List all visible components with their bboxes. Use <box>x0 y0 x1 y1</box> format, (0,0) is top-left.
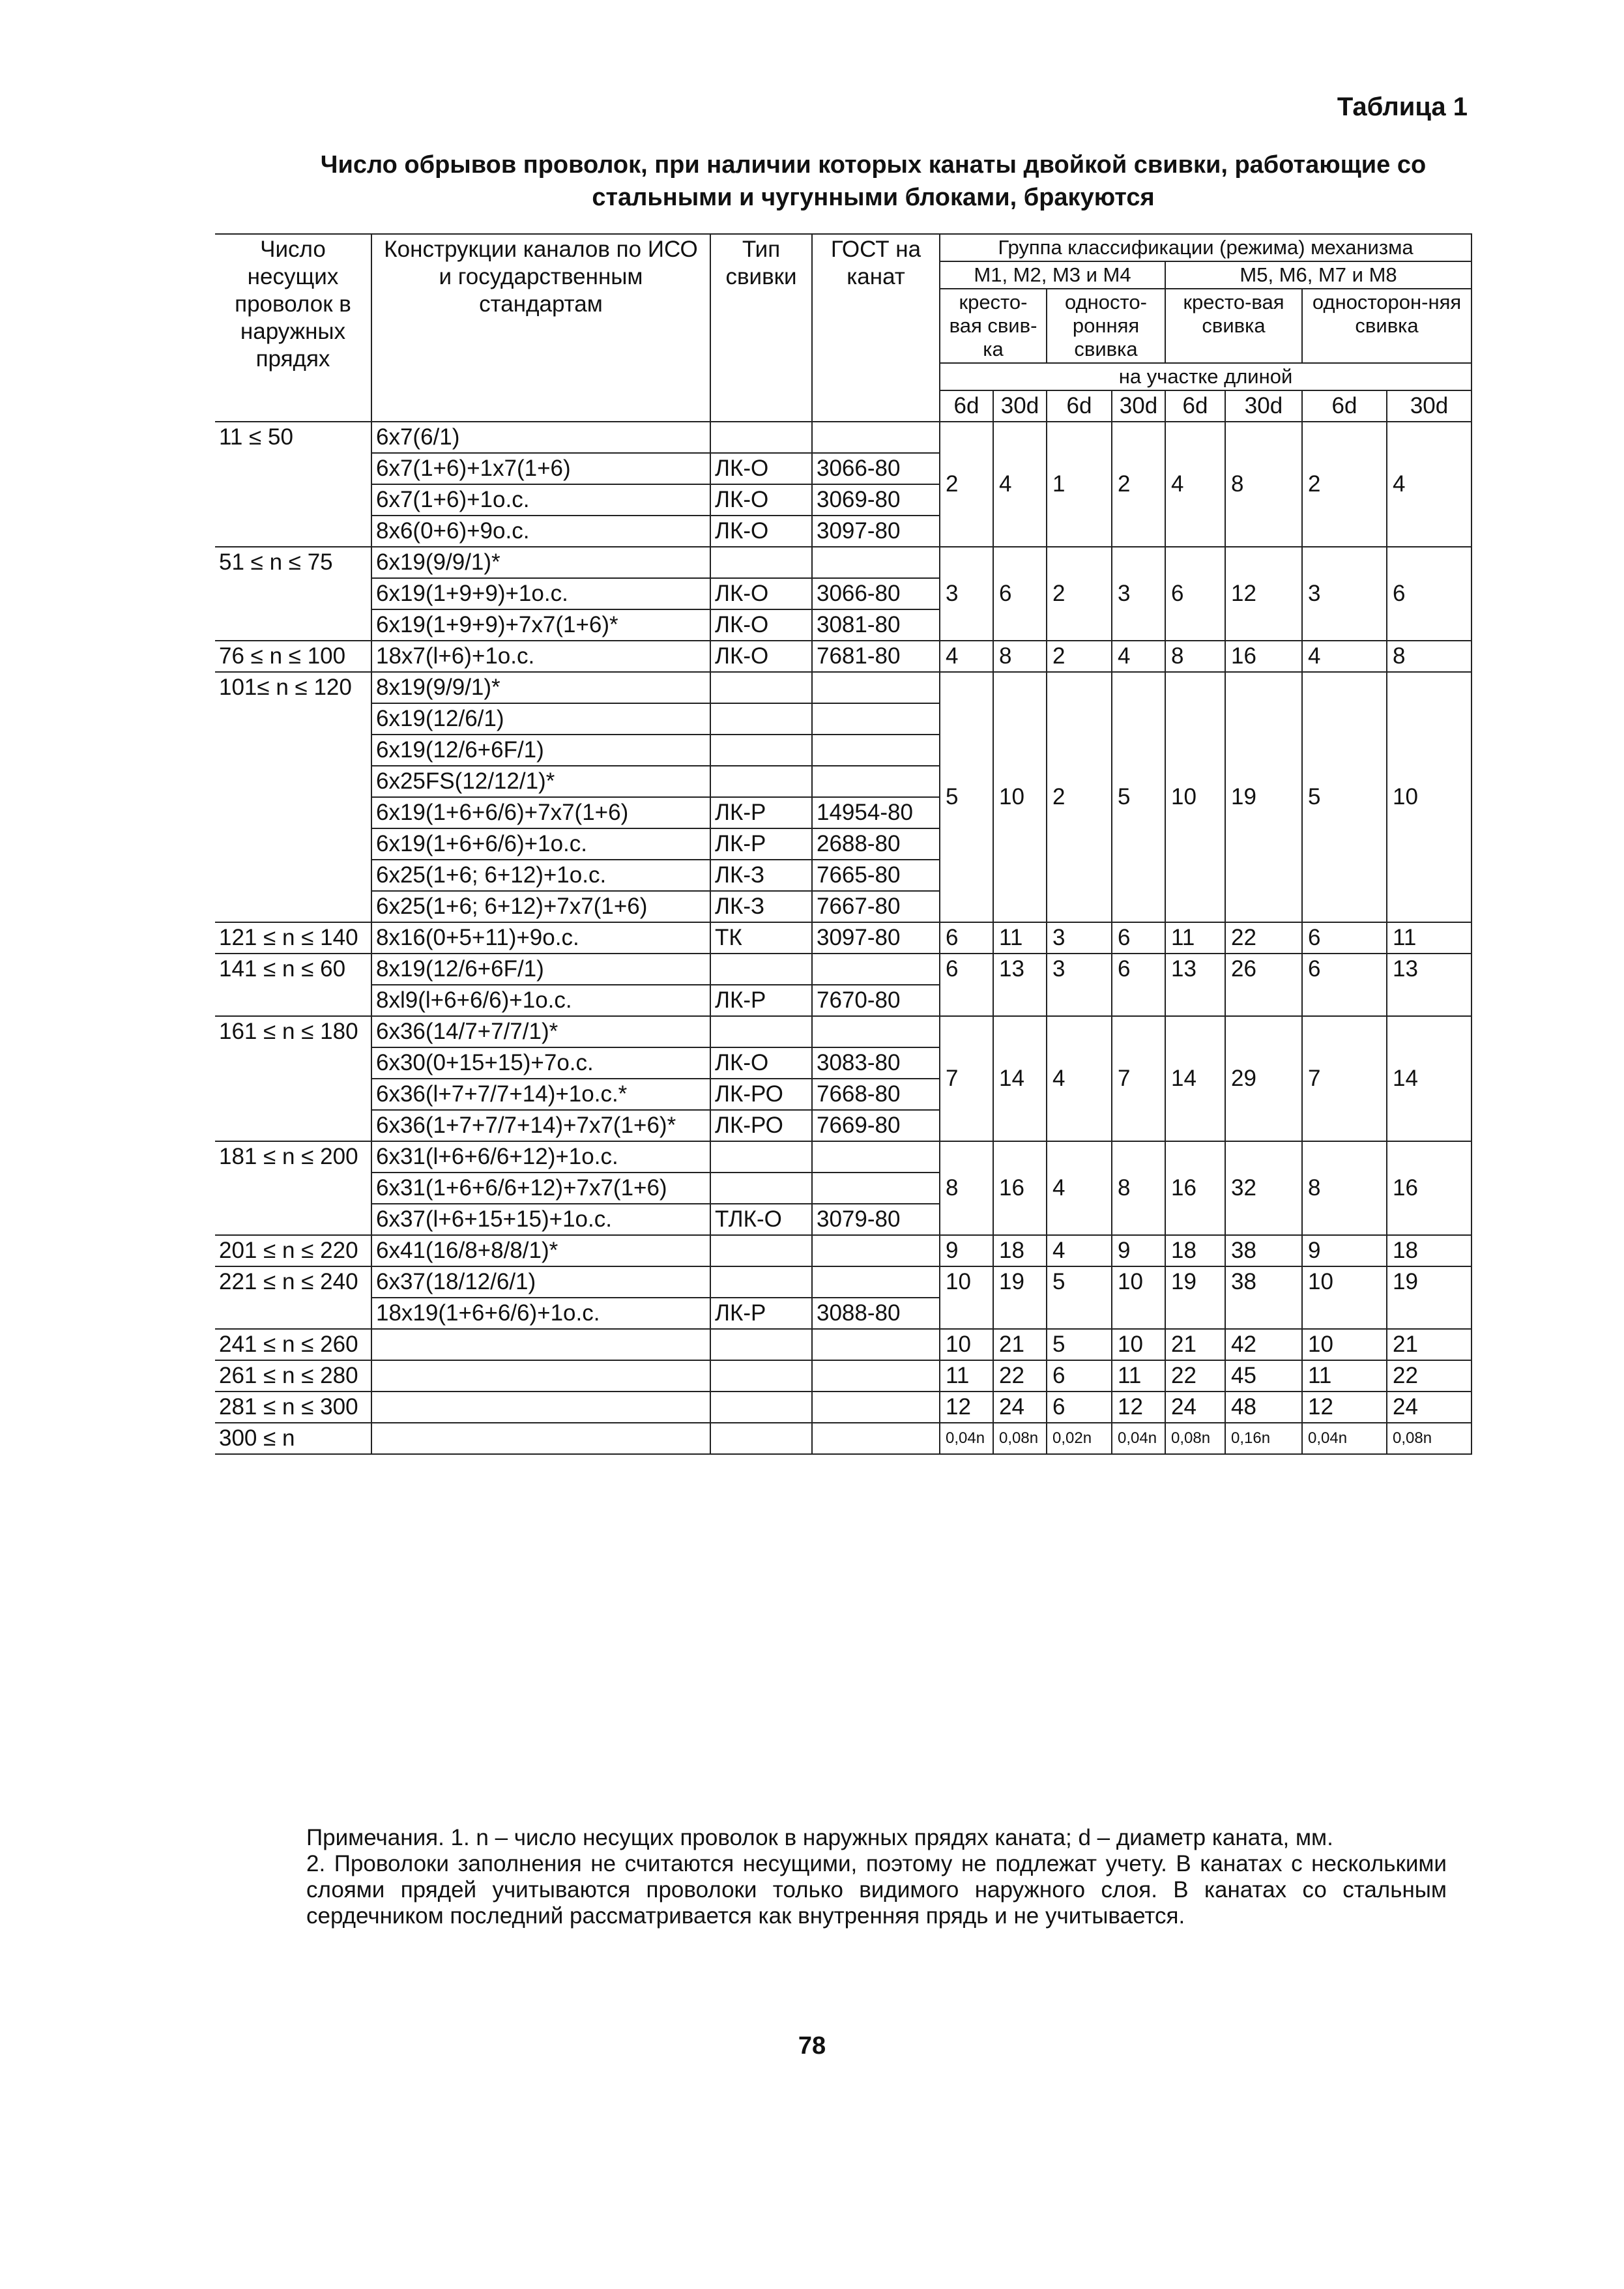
break-count-cell: 16 <box>993 1141 1047 1235</box>
break-count-cell: 0,08n <box>1165 1423 1225 1454</box>
break-count-cell: 8 <box>1225 422 1302 547</box>
construction-cell: 6x41(16/8+8/8/1)* <box>371 1235 710 1266</box>
header-length-0: 6d <box>940 390 993 422</box>
gost-cell <box>812 1423 940 1454</box>
break-count-cell: 8 <box>940 1141 993 1235</box>
break-count-cell: 4 <box>1165 422 1225 547</box>
gost-cell: 14954-80 <box>812 797 940 828</box>
type-cell: ЛК-О <box>710 453 812 484</box>
construction-cell: 6x31(l+6+6/6+12)+1о.с. <box>371 1141 710 1173</box>
construction-cell: 8x19(12/6+6F/1) <box>371 954 710 985</box>
break-count-cell: 21 <box>1165 1329 1225 1360</box>
break-count-cell: 3 <box>940 547 993 641</box>
break-count-cell: 22 <box>993 1360 1047 1392</box>
table-row <box>215 422 1472 453</box>
construction-cell: 6x36(14/7+7/7/1)* <box>371 1016 710 1047</box>
break-count-cell: 6 <box>1302 954 1387 1016</box>
wire-count-cell: 281 ≤ n ≤ 300 <box>215 1392 371 1423</box>
break-count-cell: 21 <box>993 1329 1047 1360</box>
break-count-cell: 9 <box>1112 1235 1165 1266</box>
break-count-cell: 3 <box>1047 954 1112 1016</box>
gost-cell <box>812 766 940 797</box>
break-count-cell: 11 <box>1302 1360 1387 1392</box>
gost-cell <box>812 672 940 703</box>
break-count-cell: 0,08n <box>1387 1423 1472 1454</box>
break-count-cell: 18 <box>993 1235 1047 1266</box>
construction-cell: 8x6(0+6)+9о.с. <box>371 516 710 547</box>
gost-cell: 3081-80 <box>812 609 940 641</box>
type-cell: ТЛК-О <box>710 1204 812 1235</box>
break-count-cell: 8 <box>1302 1141 1387 1235</box>
construction-cell: 6x25FS(12/12/1)* <box>371 766 710 797</box>
type-cell <box>710 1173 812 1204</box>
table-row <box>215 1016 1472 1047</box>
gost-cell: 3097-80 <box>812 516 940 547</box>
break-count-cell: 7 <box>940 1016 993 1141</box>
break-count-cell: 6 <box>1387 547 1472 641</box>
break-count-cell: 6 <box>993 547 1047 641</box>
table-row <box>215 1266 1472 1298</box>
break-count-cell: 18 <box>1387 1235 1472 1266</box>
break-count-cell: 22 <box>1165 1360 1225 1392</box>
header-m5-m8: М5, М6, М7 и М8 <box>1165 261 1472 289</box>
type-cell <box>710 703 812 735</box>
break-count-cell: 4 <box>1047 1235 1112 1266</box>
break-count-cell: 12 <box>940 1392 993 1423</box>
gost-cell: 7669-80 <box>812 1110 940 1141</box>
wire-count-cell: 300 ≤ n <box>215 1423 371 1454</box>
construction-cell <box>371 1423 710 1454</box>
break-count-cell: 16 <box>1165 1141 1225 1235</box>
type-cell <box>710 1392 812 1423</box>
note-2: 2. Проволоки заполнения не считаются несущими, поэтому не подлежат учету. В канатах с несколькими слоями прядей учитываются проволоки только видимого наружного слоя. В канатах со стальным сердечником последний рассматривается как внутренняя прядь и не учитывается. <box>306 1851 1447 1929</box>
construction-cell: 8xl9(l+6+6/6)+1о.с. <box>371 985 710 1016</box>
break-count-cell: 14 <box>1387 1016 1472 1141</box>
type-cell: ЛК-З <box>710 891 812 922</box>
break-count-cell: 11 <box>1112 1360 1165 1392</box>
type-cell: ЛК-Р <box>710 797 812 828</box>
break-count-cell: 32 <box>1225 1141 1302 1235</box>
break-count-cell: 26 <box>1225 954 1302 1016</box>
header-cross-lay: кресто-вая свив-ка <box>940 289 1047 363</box>
table-row <box>215 672 1472 703</box>
break-count-cell: 0,16n <box>1225 1423 1302 1454</box>
break-count-cell: 4 <box>1047 1141 1112 1235</box>
gost-cell <box>812 735 940 766</box>
break-count-cell: 6 <box>940 954 993 1016</box>
type-cell <box>710 1360 812 1392</box>
break-count-cell: 6 <box>1302 922 1387 954</box>
break-count-cell: 16 <box>1225 641 1302 672</box>
break-count-cell: 2 <box>940 422 993 547</box>
type-cell <box>710 1423 812 1454</box>
break-count-cell: 0,08n <box>993 1423 1047 1454</box>
gost-cell <box>812 1266 940 1298</box>
break-count-cell: 22 <box>1387 1360 1472 1392</box>
gost-cell: 7665-80 <box>812 860 940 891</box>
construction-cell: 6x7(1+6)+1x7(1+6) <box>371 453 710 484</box>
header-length-5: 30d <box>1225 390 1302 422</box>
wire-count-cell: 11 ≤ 50 <box>215 422 371 547</box>
construction-cell: 6x36(1+7+7/7+14)+7x7(1+6)* <box>371 1110 710 1141</box>
gost-cell: 3066-80 <box>812 578 940 609</box>
break-count-cell: 4 <box>993 422 1047 547</box>
wire-count-cell: 261 ≤ n ≤ 280 <box>215 1360 371 1392</box>
construction-cell: 6x7(6/1) <box>371 422 710 453</box>
break-count-cell: 24 <box>1387 1392 1472 1423</box>
type-cell: ЛК-Р <box>710 828 812 860</box>
construction-cell: 6x19(1+9+9)+7x7(1+6)* <box>371 609 710 641</box>
header-one-side-lay: односто-ронняя свивка <box>1047 289 1165 363</box>
break-count-cell: 10 <box>1302 1266 1387 1329</box>
wire-count-cell: 101≤ n ≤ 120 <box>215 672 371 922</box>
break-count-cell: 5 <box>1047 1329 1112 1360</box>
gost-cell <box>812 547 940 578</box>
break-count-cell: 48 <box>1225 1392 1302 1423</box>
break-count-cell: 7 <box>1112 1016 1165 1141</box>
break-count-cell: 19 <box>1387 1266 1472 1329</box>
gost-cell: 7668-80 <box>812 1079 940 1110</box>
type-cell: ЛК-О <box>710 641 812 672</box>
break-count-cell: 6 <box>1047 1392 1112 1423</box>
break-count-cell: 2 <box>1302 422 1387 547</box>
break-count-cell: 1 <box>1047 422 1112 547</box>
table-row <box>215 641 1472 672</box>
break-count-cell: 21 <box>1387 1329 1472 1360</box>
type-cell <box>710 547 812 578</box>
header-lay-type: Тип свивки <box>710 234 812 422</box>
wire-count-cell: 76 ≤ n ≤ 100 <box>215 641 371 672</box>
table-row <box>215 1392 1472 1423</box>
construction-cell: 6x36(l+7+7/7+14)+1о.с.* <box>371 1079 710 1110</box>
type-cell: ЛК-РО <box>710 1110 812 1141</box>
break-count-cell: 10 <box>1387 672 1472 922</box>
break-count-cell: 4 <box>1112 641 1165 672</box>
construction-cell: 6x37(l+6+15+15)+1о.с. <box>371 1204 710 1235</box>
break-count-cell: 8 <box>1165 641 1225 672</box>
break-count-cell: 8 <box>1387 641 1472 672</box>
construction-cell: 6x25(1+6; 6+12)+7x7(1+6) <box>371 891 710 922</box>
break-count-cell: 4 <box>1387 422 1472 547</box>
break-count-cell: 6 <box>1047 1360 1112 1392</box>
wire-count-cell: 201 ≤ n ≤ 220 <box>215 1235 371 1266</box>
gost-cell <box>812 1173 940 1204</box>
break-count-cell: 5 <box>1302 672 1387 922</box>
gost-cell <box>812 1141 940 1173</box>
gost-cell <box>812 1360 940 1392</box>
broken-wires-table <box>215 233 1472 1455</box>
note-1: Примечания. 1. n – число несущих проволок в наружных прядях каната; d – диаметр каната, мм. <box>306 1825 1333 1850</box>
break-count-cell: 16 <box>1387 1141 1472 1235</box>
header-length-1: 30d <box>993 390 1047 422</box>
break-count-cell: 22 <box>1225 922 1302 954</box>
break-count-cell: 0,04n <box>1302 1423 1387 1454</box>
break-count-cell: 11 <box>1165 922 1225 954</box>
break-count-cell: 11 <box>993 922 1047 954</box>
break-count-cell: 7 <box>1302 1016 1387 1141</box>
break-count-cell: 0,04n <box>1112 1423 1165 1454</box>
break-count-cell: 5 <box>940 672 993 922</box>
break-count-cell: 10 <box>1112 1329 1165 1360</box>
construction-cell: 6x19(1+9+9)+1о.с. <box>371 578 710 609</box>
header-length-3: 30d <box>1112 390 1165 422</box>
notes <box>306 1825 1447 1929</box>
break-count-cell: 2 <box>1047 547 1112 641</box>
break-count-cell: 12 <box>1112 1392 1165 1423</box>
type-cell <box>710 1235 812 1266</box>
construction-cell: 6x37(18/12/6/1) <box>371 1266 710 1298</box>
break-count-cell: 10 <box>940 1329 993 1360</box>
construction-cell <box>371 1329 710 1360</box>
break-count-cell: 45 <box>1225 1360 1302 1392</box>
header-one-side-lay-2: односторон-няя свивка <box>1302 289 1472 363</box>
wire-count-cell: 141 ≤ n ≤ 60 <box>215 954 371 1016</box>
break-count-cell: 0,04n <box>940 1423 993 1454</box>
break-count-cell: 14 <box>1165 1016 1225 1141</box>
header-length: на участке длиной <box>940 363 1472 390</box>
gost-cell: 3083-80 <box>812 1047 940 1079</box>
header-count: Число несущих проволок в наружных прядях <box>215 234 371 422</box>
break-count-cell: 13 <box>993 954 1047 1016</box>
construction-cell: 6x19(9/9/1)* <box>371 547 710 578</box>
break-count-cell: 5 <box>1112 672 1165 922</box>
type-cell: ЛК-РО <box>710 1079 812 1110</box>
break-count-cell: 9 <box>940 1235 993 1266</box>
type-cell <box>710 1141 812 1173</box>
gost-cell <box>812 954 940 985</box>
break-count-cell: 6 <box>940 922 993 954</box>
table-title: Число обрывов проволок, при наличии которых канаты двойкой свивки, работающие со стальными и чугунными блоками, бракуются <box>320 151 1427 211</box>
break-count-cell: 6 <box>1165 547 1225 641</box>
gost-cell: 7681-80 <box>812 641 940 672</box>
break-count-cell: 10 <box>1112 1266 1165 1329</box>
construction-cell: 18x19(1+6+6/6)+1о.с. <box>371 1298 710 1329</box>
gost-cell: 3079-80 <box>812 1204 940 1235</box>
type-cell: ЛК-О <box>710 609 812 641</box>
header-length-4: 6d <box>1165 390 1225 422</box>
gost-cell <box>812 422 940 453</box>
type-cell <box>710 1329 812 1360</box>
construction-cell: 6x19(1+6+6/6)+1о.с. <box>371 828 710 860</box>
header-group: Группа классификации (режима) механизма <box>940 234 1472 261</box>
header-construction: Конструкции каналов по ИСО и государственным стандартам <box>371 234 710 422</box>
break-count-cell: 8 <box>993 641 1047 672</box>
break-count-cell: 6 <box>1112 922 1165 954</box>
wire-count-cell: 221 ≤ n ≤ 240 <box>215 1266 371 1329</box>
table-label: Таблица 1 <box>1337 93 1468 121</box>
construction-cell: 6x19(12/6/1) <box>371 703 710 735</box>
type-cell <box>710 735 812 766</box>
gost-cell: 3066-80 <box>812 453 940 484</box>
break-count-cell: 2 <box>1047 672 1112 922</box>
break-count-cell: 11 <box>940 1360 993 1392</box>
break-count-cell: 0,02n <box>1047 1423 1112 1454</box>
type-cell: ЛК-О <box>710 516 812 547</box>
construction-cell: 8x16(0+5+11)+9о.с. <box>371 922 710 954</box>
break-count-cell: 10 <box>940 1266 993 1329</box>
break-count-cell: 3 <box>1302 547 1387 641</box>
table-row <box>215 954 1472 985</box>
gost-cell <box>812 1016 940 1047</box>
wire-count-cell: 121 ≤ n ≤ 140 <box>215 922 371 954</box>
table-row <box>215 1329 1472 1360</box>
break-count-cell: 6 <box>1112 954 1165 1016</box>
construction-cell: 6x25(1+6; 6+12)+1о.с. <box>371 860 710 891</box>
gost-cell <box>812 1235 940 1266</box>
wire-count-cell: 181 ≤ n ≤ 200 <box>215 1141 371 1235</box>
type-cell <box>710 954 812 985</box>
construction-cell: 6x19(1+6+6/6)+7x7(1+6) <box>371 797 710 828</box>
type-cell <box>710 766 812 797</box>
gost-cell: 3088-80 <box>812 1298 940 1329</box>
break-count-cell: 8 <box>1112 1141 1165 1235</box>
break-count-cell: 24 <box>993 1392 1047 1423</box>
break-count-cell: 29 <box>1225 1016 1302 1141</box>
type-cell: ТК <box>710 922 812 954</box>
type-cell <box>710 1266 812 1298</box>
header-gost: ГОСТ на канат <box>812 234 940 422</box>
gost-cell: 3069-80 <box>812 484 940 516</box>
break-count-cell: 4 <box>1047 1016 1112 1141</box>
break-count-cell: 11 <box>1387 922 1472 954</box>
break-count-cell: 19 <box>1225 672 1302 922</box>
gost-cell: 7667-80 <box>812 891 940 922</box>
type-cell <box>710 422 812 453</box>
table-row <box>215 1235 1472 1266</box>
wire-count-cell: 161 ≤ n ≤ 180 <box>215 1016 371 1141</box>
break-count-cell: 13 <box>1387 954 1472 1016</box>
break-count-cell: 12 <box>1302 1392 1387 1423</box>
type-cell <box>710 672 812 703</box>
table-row <box>215 547 1472 578</box>
type-cell: ЛК-З <box>710 860 812 891</box>
break-count-cell: 10 <box>1165 672 1225 922</box>
table-row <box>215 1141 1472 1173</box>
break-count-cell: 3 <box>1047 922 1112 954</box>
type-cell: ЛК-Р <box>710 1298 812 1329</box>
type-cell: ЛК-О <box>710 484 812 516</box>
break-count-cell: 9 <box>1302 1235 1387 1266</box>
gost-cell: 3097-80 <box>812 922 940 954</box>
break-count-cell: 24 <box>1165 1392 1225 1423</box>
construction-cell: 6x7(1+6)+1о.с. <box>371 484 710 516</box>
break-count-cell: 14 <box>993 1016 1047 1141</box>
break-count-cell: 19 <box>993 1266 1047 1329</box>
gost-cell <box>812 1392 940 1423</box>
break-count-cell: 2 <box>1047 641 1112 672</box>
break-count-cell: 4 <box>940 641 993 672</box>
table-row <box>215 922 1472 954</box>
gost-cell: 7670-80 <box>812 985 940 1016</box>
header-length-7: 30d <box>1387 390 1472 422</box>
type-cell: ЛК-Р <box>710 985 812 1016</box>
break-count-cell: 38 <box>1225 1235 1302 1266</box>
header-length-2: 6d <box>1047 390 1112 422</box>
break-count-cell: 12 <box>1225 547 1302 641</box>
construction-cell: 6x31(1+6+6/6+12)+7x7(1+6) <box>371 1173 710 1204</box>
table-row <box>215 1423 1472 1454</box>
gost-cell <box>812 703 940 735</box>
break-count-cell: 10 <box>1302 1329 1387 1360</box>
break-count-cell: 42 <box>1225 1329 1302 1360</box>
break-count-cell: 10 <box>993 672 1047 922</box>
type-cell: ЛК-О <box>710 1047 812 1079</box>
break-count-cell: 38 <box>1225 1266 1302 1329</box>
break-count-cell: 2 <box>1112 422 1165 547</box>
break-count-cell: 5 <box>1047 1266 1112 1329</box>
page-number: 78 <box>798 2032 826 2060</box>
construction-cell <box>371 1360 710 1392</box>
break-count-cell: 13 <box>1165 954 1225 1016</box>
construction-cell: 18x7(l+6)+1о.с. <box>371 641 710 672</box>
break-count-cell: 19 <box>1165 1266 1225 1329</box>
type-cell: ЛК-О <box>710 578 812 609</box>
gost-cell <box>812 1329 940 1360</box>
gost-cell: 2688-80 <box>812 828 940 860</box>
break-count-cell: 3 <box>1112 547 1165 641</box>
wire-count-cell: 241 ≤ n ≤ 260 <box>215 1329 371 1360</box>
header-m1-m4: М1, М2, М3 и М4 <box>940 261 1165 289</box>
construction-cell: 8x19(9/9/1)* <box>371 672 710 703</box>
header-cross-lay-2: кресто-вая свивка <box>1165 289 1302 363</box>
wire-count-cell: 51 ≤ n ≤ 75 <box>215 547 371 641</box>
break-count-cell: 18 <box>1165 1235 1225 1266</box>
construction-cell: 6x19(12/6+6F/1) <box>371 735 710 766</box>
construction-cell: 6x30(0+15+15)+7о.с. <box>371 1047 710 1079</box>
header-length-6: 6d <box>1302 390 1387 422</box>
type-cell <box>710 1016 812 1047</box>
construction-cell <box>371 1392 710 1423</box>
break-count-cell: 4 <box>1302 641 1387 672</box>
table-row <box>215 1360 1472 1392</box>
